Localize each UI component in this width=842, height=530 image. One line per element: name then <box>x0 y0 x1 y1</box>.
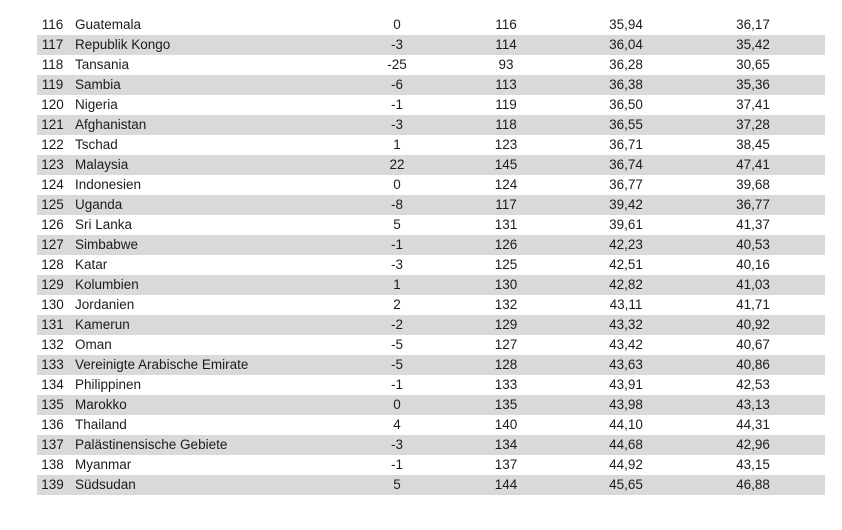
cell-country-name: Tschad <box>75 137 118 152</box>
cell-rank: 127 <box>41 237 64 252</box>
cell-previous-rank: 129 <box>494 317 518 332</box>
cell-score-current: 42,51 <box>609 257 643 272</box>
table-row <box>37 455 825 475</box>
cell-rank-change: -3 <box>390 37 403 52</box>
cell-score-current: 36,55 <box>609 117 643 132</box>
cell-rank: 128 <box>41 257 64 272</box>
cell-rank-change: -3 <box>390 117 403 132</box>
table-row <box>37 95 825 115</box>
cell-score-previous: 30,65 <box>736 57 770 72</box>
cell-score-current: 43,63 <box>609 357 643 372</box>
cell-score-current: 42,23 <box>609 237 643 252</box>
cell-score-previous: 46,88 <box>736 477 770 492</box>
cell-score-current: 43,32 <box>609 317 643 332</box>
cell-rank-change: -5 <box>390 357 403 372</box>
cell-country-name: Südsudan <box>75 477 136 492</box>
cell-country-name: Kolumbien <box>75 277 139 292</box>
cell-rank: 123 <box>41 157 64 172</box>
row-spacer-cell <box>809 455 825 475</box>
cell-country-name: Katar <box>75 257 108 272</box>
row-spacer-cell <box>809 215 825 235</box>
cell-previous-rank: 116 <box>495 17 517 32</box>
cell-rank: 133 <box>41 357 64 372</box>
cell-country-name: Republik Kongo <box>75 37 171 52</box>
row-spacer-cell <box>809 15 825 35</box>
cell-score-previous: 37,28 <box>736 117 770 132</box>
cell-country-name: Oman <box>75 337 112 352</box>
cell-previous-rank: 127 <box>494 337 518 352</box>
cell-previous-rank: 131 <box>494 217 518 232</box>
cell-rank-change: -2 <box>390 317 403 332</box>
cell-rank-change: 0 <box>393 17 401 32</box>
cell-country-name: Guatemala <box>75 17 142 32</box>
table-row <box>37 75 825 95</box>
cell-previous-rank: 132 <box>494 297 518 312</box>
cell-rank-change: 1 <box>393 277 401 292</box>
cell-rank: 130 <box>41 297 64 312</box>
cell-previous-rank: 137 <box>494 457 518 472</box>
table-row <box>37 15 825 35</box>
cell-previous-rank: 124 <box>494 177 518 192</box>
table-row <box>37 175 825 195</box>
row-spacer-cell <box>809 55 825 75</box>
table-row <box>37 195 825 215</box>
cell-rank-change: 5 <box>393 217 401 232</box>
cell-rank-change: -3 <box>390 437 403 452</box>
cell-country-name: Marokko <box>75 397 127 412</box>
cell-rank: 126 <box>41 217 64 232</box>
row-spacer-cell <box>809 155 825 175</box>
cell-rank-change: -3 <box>390 257 403 272</box>
cell-rank: 139 <box>41 477 64 492</box>
cell-score-previous: 40,16 <box>736 257 770 272</box>
cell-score-current: 36,04 <box>609 37 643 52</box>
cell-country-name: Indonesien <box>75 177 142 192</box>
cell-score-current: 36,77 <box>609 177 643 192</box>
row-spacer-cell <box>809 355 825 375</box>
cell-previous-rank: 144 <box>494 477 518 492</box>
cell-previous-rank: 118 <box>495 117 517 132</box>
cell-score-current: 43,42 <box>609 337 643 352</box>
country-ranking-table <box>37 15 825 495</box>
cell-score-current: 39,61 <box>609 217 643 232</box>
table-row <box>37 475 825 495</box>
table-row <box>37 255 825 275</box>
cell-previous-rank: 126 <box>494 237 518 252</box>
table-row <box>37 315 825 335</box>
cell-country-name: Simbabwe <box>75 237 139 252</box>
cell-rank: 121 <box>41 117 64 132</box>
cell-rank-change: 22 <box>389 157 405 172</box>
cell-rank: 134 <box>41 377 64 392</box>
cell-score-current: 44,68 <box>609 437 643 452</box>
cell-score-previous: 43,13 <box>736 397 770 412</box>
cell-previous-rank: 134 <box>494 437 518 452</box>
cell-country-name: Jordanien <box>75 297 135 312</box>
cell-score-previous: 44,31 <box>736 417 770 432</box>
cell-country-name: Sri Lanka <box>75 217 133 232</box>
cell-score-previous: 40,53 <box>736 237 770 252</box>
row-spacer-cell <box>809 435 825 455</box>
row-spacer-cell <box>809 175 825 195</box>
cell-score-previous: 36,17 <box>736 17 770 32</box>
table-row <box>37 55 825 75</box>
cell-score-previous: 41,37 <box>736 217 770 232</box>
cell-rank-change: -1 <box>390 377 403 392</box>
cell-rank: 138 <box>41 457 64 472</box>
cell-country-name: Myanmar <box>75 457 132 472</box>
cell-score-current: 44,10 <box>609 417 643 432</box>
cell-country-name: Uganda <box>75 197 123 212</box>
cell-previous-rank: 113 <box>495 77 517 92</box>
row-spacer-cell <box>809 335 825 355</box>
cell-rank: 119 <box>41 77 64 92</box>
cell-previous-rank: 145 <box>494 157 518 172</box>
cell-score-current: 36,38 <box>609 77 643 92</box>
cell-score-previous: 47,41 <box>736 157 770 172</box>
cell-country-name: Tansania <box>75 57 130 72</box>
cell-previous-rank: 117 <box>495 197 517 212</box>
table-row <box>37 115 825 135</box>
cell-score-current: 45,65 <box>609 477 643 492</box>
row-spacer-cell <box>809 475 825 495</box>
row-spacer-cell <box>809 295 825 315</box>
table-row <box>37 335 825 355</box>
cell-previous-rank: 135 <box>494 397 518 412</box>
cell-rank: 129 <box>41 277 64 292</box>
cell-rank-change: 0 <box>393 397 401 412</box>
row-spacer-cell <box>809 195 825 215</box>
cell-rank: 131 <box>41 317 64 332</box>
cell-rank: 122 <box>41 137 64 152</box>
cell-previous-rank: 119 <box>495 97 517 112</box>
table-row <box>37 235 825 255</box>
cell-score-previous: 41,03 <box>736 277 770 292</box>
cell-rank-change: -1 <box>390 457 403 472</box>
cell-country-name: Thailand <box>75 417 127 432</box>
cell-previous-rank: 123 <box>494 137 518 152</box>
cell-country-name: Malaysia <box>75 157 129 172</box>
cell-score-previous: 35,42 <box>736 37 770 52</box>
table-row <box>37 435 825 455</box>
cell-score-current: 44,92 <box>609 457 643 472</box>
cell-previous-rank: 130 <box>494 277 518 292</box>
row-spacer-cell <box>809 115 825 135</box>
cell-score-previous: 42,96 <box>736 437 770 452</box>
table-row <box>37 215 825 235</box>
row-spacer-cell <box>809 235 825 255</box>
cell-score-current: 35,94 <box>609 17 643 32</box>
cell-score-previous: 40,67 <box>736 337 770 352</box>
cell-score-current: 43,11 <box>609 297 643 312</box>
cell-score-current: 36,71 <box>609 137 643 152</box>
cell-country-name: Vereinigte Arabische Emirate <box>75 357 249 372</box>
cell-score-current: 39,42 <box>609 197 643 212</box>
table-row <box>37 295 825 315</box>
cell-score-current: 36,50 <box>609 97 643 112</box>
cell-score-current: 42,82 <box>609 277 643 292</box>
row-spacer-cell <box>809 415 825 435</box>
cell-country-name: Afghanistan <box>75 117 147 132</box>
cell-rank: 137 <box>41 437 64 452</box>
row-spacer-cell <box>809 135 825 155</box>
cell-rank: 125 <box>41 197 64 212</box>
table-row <box>37 155 825 175</box>
table-row <box>37 395 825 415</box>
cell-rank: 132 <box>41 337 64 352</box>
table-row <box>37 415 825 435</box>
table-row <box>37 275 825 295</box>
cell-score-previous: 39,68 <box>736 177 770 192</box>
cell-rank: 118 <box>41 57 64 72</box>
cell-score-previous: 40,92 <box>736 317 770 332</box>
cell-score-current: 43,98 <box>609 397 643 412</box>
row-spacer-cell <box>809 35 825 55</box>
cell-rank-change: 0 <box>393 177 401 192</box>
row-spacer-cell <box>809 95 825 115</box>
table-row <box>37 35 825 55</box>
cell-rank-change: 1 <box>393 137 401 152</box>
cell-score-previous: 41,71 <box>736 297 770 312</box>
cell-rank: 120 <box>41 97 64 112</box>
row-spacer-cell <box>809 75 825 95</box>
row-spacer-cell <box>809 395 825 415</box>
cell-rank-change: -25 <box>387 57 407 72</box>
table-row <box>37 375 825 395</box>
cell-country-name: Philippinen <box>75 377 142 392</box>
cell-rank-change: 2 <box>393 297 401 312</box>
cell-score-current: 36,74 <box>609 157 643 172</box>
cell-rank: 124 <box>41 177 64 192</box>
cell-rank: 117 <box>41 37 64 52</box>
cell-previous-rank: 114 <box>495 37 517 52</box>
cell-score-previous: 43,15 <box>736 457 770 472</box>
cell-rank-change: -5 <box>390 337 403 352</box>
cell-rank: 136 <box>41 417 64 432</box>
cell-previous-rank: 128 <box>494 357 518 372</box>
table-row <box>37 135 825 155</box>
cell-rank-change: 4 <box>393 417 401 432</box>
cell-score-current: 36,28 <box>609 57 643 72</box>
cell-previous-rank: 140 <box>494 417 518 432</box>
cell-score-previous: 37,41 <box>736 97 770 112</box>
cell-country-name: Nigeria <box>75 97 118 112</box>
row-spacer-cell <box>809 255 825 275</box>
cell-rank-change: -1 <box>390 237 403 252</box>
cell-rank-change: -8 <box>390 197 403 212</box>
cell-score-previous: 40,86 <box>736 357 770 372</box>
cell-previous-rank: 133 <box>494 377 518 392</box>
row-spacer-cell <box>809 275 825 295</box>
row-spacer-cell <box>809 315 825 335</box>
cell-score-current: 43,91 <box>609 377 643 392</box>
cell-previous-rank: 125 <box>494 257 518 272</box>
row-spacer-cell <box>809 375 825 395</box>
cell-rank-change: -6 <box>390 77 403 92</box>
cell-rank-change: 5 <box>393 477 401 492</box>
cell-score-previous: 38,45 <box>736 137 770 152</box>
cell-score-previous: 42,53 <box>736 377 770 392</box>
cell-rank: 116 <box>41 17 64 32</box>
cell-country-name: Sambia <box>75 77 121 92</box>
cell-score-previous: 35,36 <box>736 77 770 92</box>
ranking-table-body <box>37 15 825 495</box>
table-row <box>37 355 825 375</box>
cell-country-name: Palästinensische Gebiete <box>75 437 228 452</box>
cell-score-previous: 36,77 <box>736 197 770 212</box>
cell-country-name: Kamerun <box>75 317 130 332</box>
cell-rank-change: -1 <box>390 97 403 112</box>
cell-previous-rank: 93 <box>498 57 514 72</box>
cell-rank: 135 <box>41 397 64 412</box>
